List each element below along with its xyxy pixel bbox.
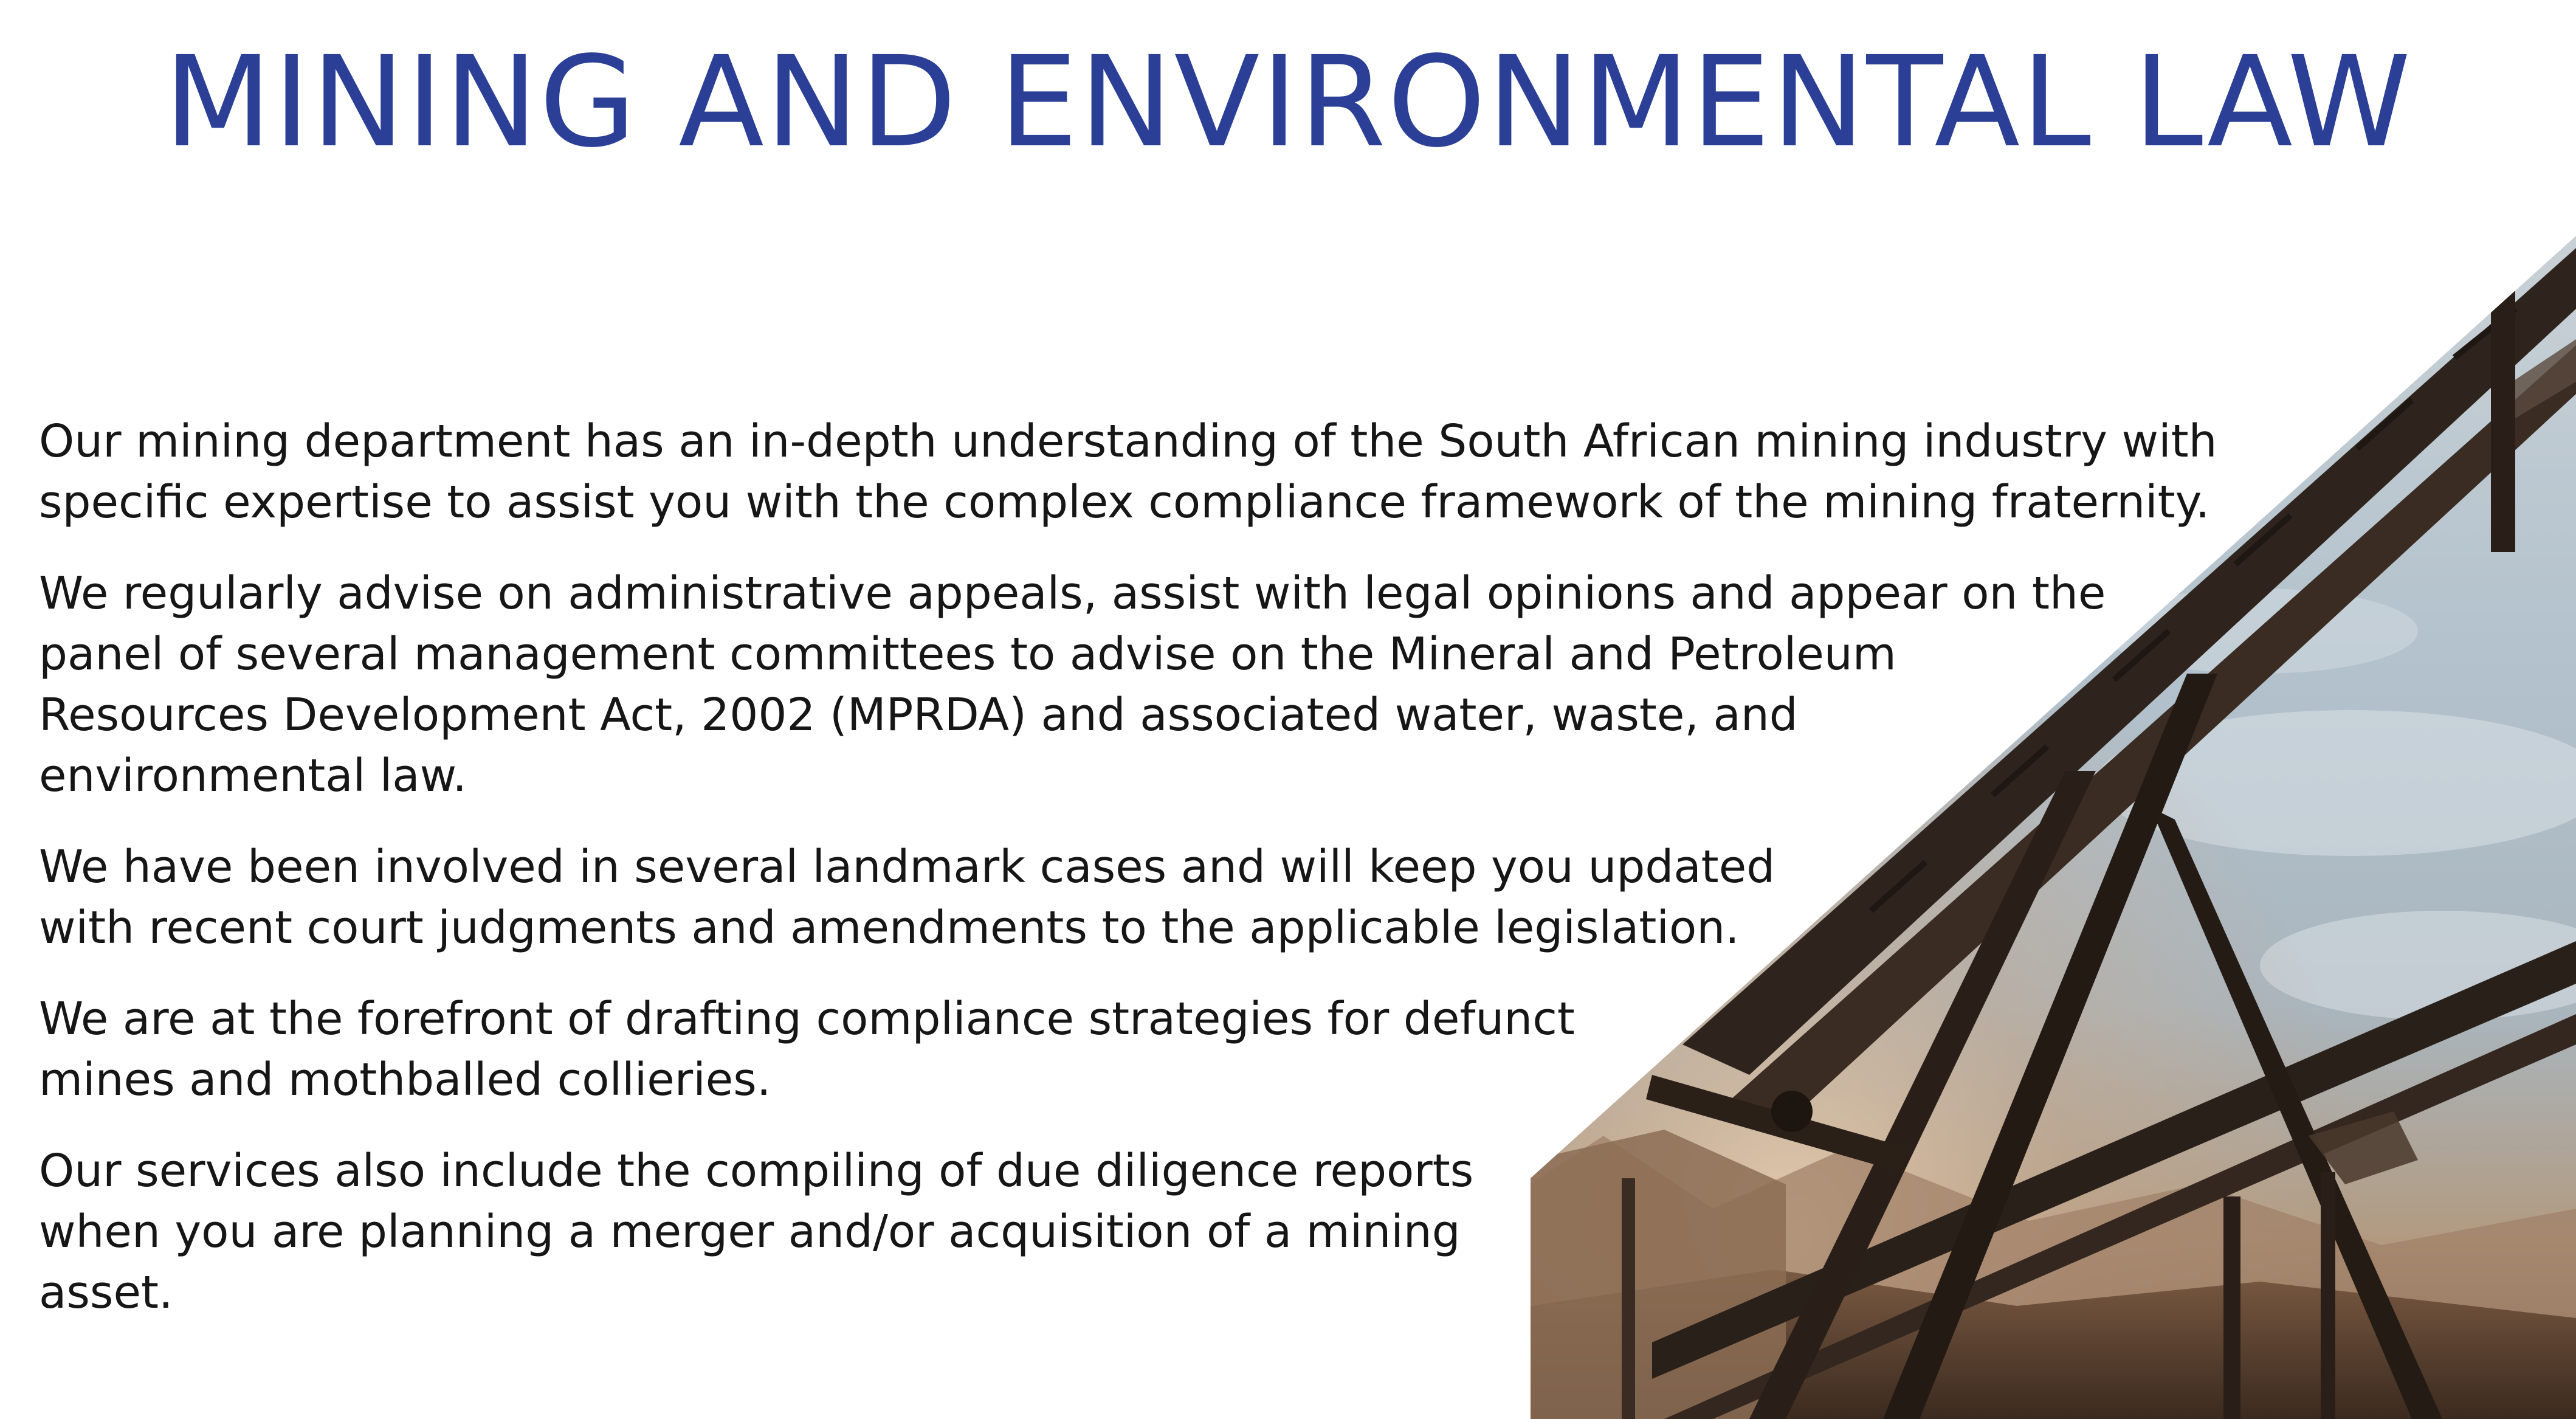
text-line: panel of several management committees to advise on the Mineral and Petroleum [39, 628, 1896, 680]
paragraph-compliance-strategies [39, 989, 2251, 1110]
text-line: Our services also include the compiling of due diligence reports [39, 1145, 1474, 1197]
body-text [39, 411, 2251, 1353]
text-line: environmental law. [39, 750, 467, 802]
text-line: Resources Development Act, 2002 (MPRDA) and associated water, waste, and [39, 689, 1798, 741]
page-title: MINING AND ENVIRONMENTAL LAW [164, 29, 2412, 175]
text-line: We regularly advise on administrative appeals, assist with legal opinions and appear on the [39, 567, 2106, 620]
text-line: with recent court judgments and amendments to the applicable legislation. [39, 902, 1740, 954]
paragraph-landmark-cases [39, 837, 2251, 958]
text-line: We have been involved in several landmark cases and will keep you updated [39, 841, 1775, 893]
text-line: asset. [39, 1266, 173, 1319]
text-line: mines and mothballed collieries. [39, 1054, 771, 1106]
paragraph-due-diligence [39, 1141, 2251, 1323]
paragraph-mining-department [39, 411, 2251, 533]
text-line: specific expertise to assist you with the complex compliance framework of the mining fraternity. [39, 476, 2210, 528]
text-line: We are at the forefront of drafting compliance strategies for defunct [39, 993, 1575, 1045]
text-line: Our mining department has an in-depth understanding of the South African mining industry with [39, 415, 2217, 468]
text-line: when you are planning a merger and/or acquisition of a mining [39, 1206, 1461, 1258]
paragraph-advisory [39, 563, 2251, 806]
